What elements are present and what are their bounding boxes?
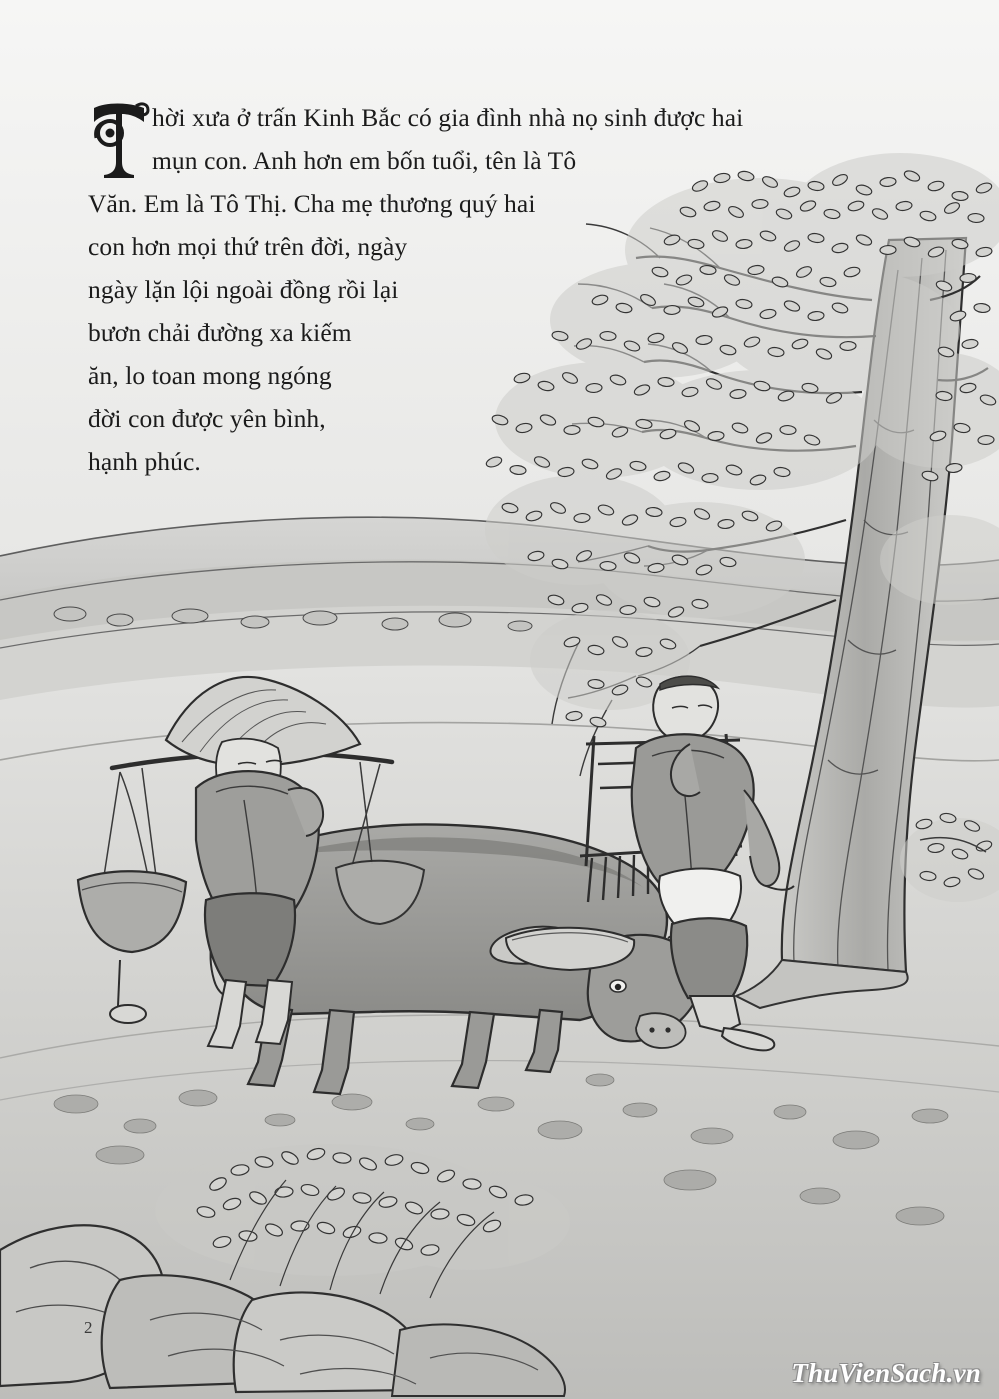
watermark-text: ThuVienSach xyxy=(791,1358,947,1388)
story-line-1: hời xưa ở trấn Kinh Bắc có gia đình nhà nọ sinh được hai xyxy=(152,103,744,132)
story-line-9: hạnh phúc. xyxy=(88,447,201,476)
story-line-2: mụn con. Anh hơn em bốn tuổi, tên là Tô xyxy=(152,146,577,175)
story-paragraph xyxy=(88,96,878,483)
story-line-6: bươn chải đường xa kiếm xyxy=(88,318,352,347)
page-number: 2 xyxy=(84,1318,93,1337)
story-line-5: ngày lặn lội ngoài đồng rồi lại xyxy=(88,275,399,304)
story-line-4: con hơn mọi thứ trên đời, ngày xyxy=(88,232,408,261)
watermark-suffix: .vn xyxy=(946,1358,981,1388)
story-line-3: Văn. Em là Tô Thị. Cha mẹ thương quý hai xyxy=(88,189,536,218)
story-line-8: đời con được yên bình, xyxy=(88,404,326,433)
story-text-block xyxy=(88,96,878,483)
story-line-7: ăn, lo toan mong ngóng xyxy=(88,361,332,390)
watermark xyxy=(791,1358,981,1389)
